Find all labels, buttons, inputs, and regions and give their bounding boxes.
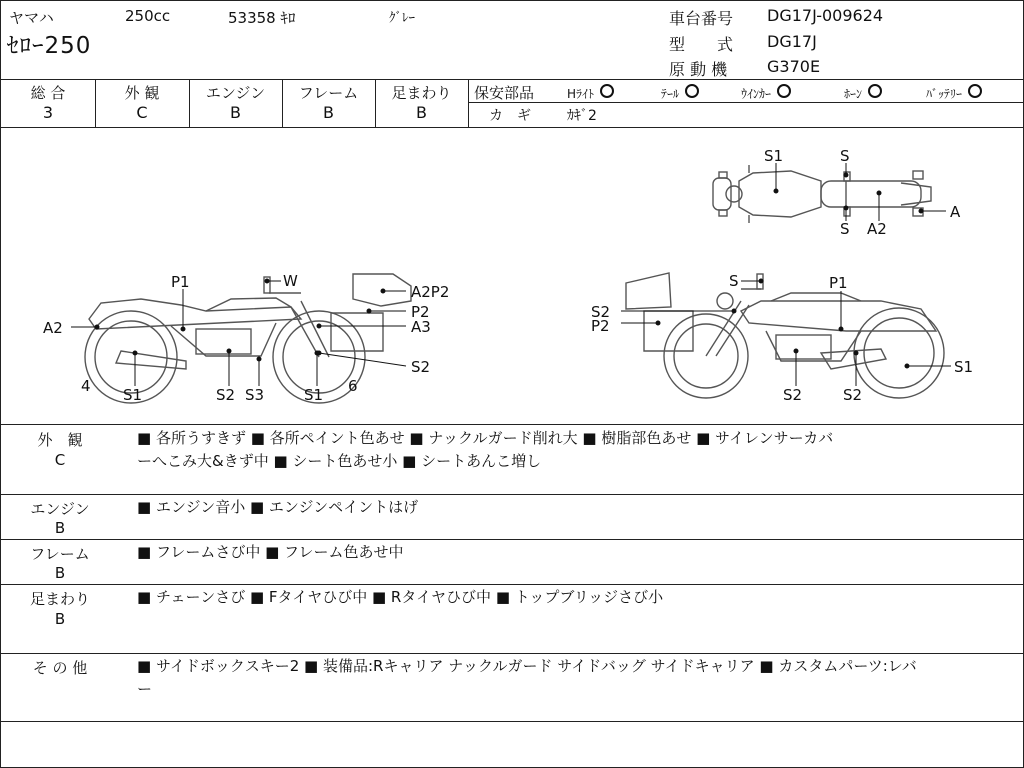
note-line: ■ チェーンさび ■ Fタイヤひび中 ■ Rタイヤひび中 ■ トップブリッジさび小 <box>137 588 664 606</box>
note-line: ■ エンジン音小 ■ エンジンペイントはげ <box>137 498 419 516</box>
right-label-s: S <box>729 272 739 290</box>
note-grade-suspension: B <box>54 610 66 628</box>
right-label-p2: P2 <box>591 317 610 335</box>
safety-label: ｳｲﾝｶｰ <box>741 87 772 101</box>
note-title-suspension: 足まわり <box>29 590 90 608</box>
right-label-s2-bottom: S2 <box>783 386 803 404</box>
left-label-w: W <box>283 272 298 290</box>
right-label-s1: S1 <box>954 358 974 376</box>
top-label-a2: A2 <box>867 220 887 238</box>
left-label-6: 6 <box>348 377 358 395</box>
grade-value-frame: B <box>323 103 334 122</box>
grade-label-engine: エンジン <box>205 84 266 102</box>
divider <box>1 584 1023 585</box>
left-label-s1-bottom: S1 <box>304 386 324 404</box>
divider <box>1 653 1023 654</box>
engine-label: 原 動 機 <box>669 60 728 79</box>
note-line: ■ フレームさび中 ■ フレーム色あせ中 <box>137 543 404 561</box>
damage-diagram <box>1 128 1023 424</box>
type-label: 型 式 <box>669 35 734 54</box>
key-value: ｶｷﾞ2 <box>567 108 597 124</box>
type-value: DG17J <box>767 32 817 51</box>
body-color: ｸﾞﾚｰ <box>389 11 415 26</box>
note-grade-exterior: C <box>54 451 66 469</box>
note-line: ーへこみ大&きず中 ■ シート色あせ小 ■ シートあんこ増し <box>137 452 542 470</box>
frame-no-label: 車台番号 <box>669 9 734 28</box>
top-label-a: A <box>950 203 961 221</box>
safety-title: 保安部品 <box>474 84 535 102</box>
note-line: ■ サイドボックスキー2 ■ 装備品:Rキャリア ナックルガード サイドバッグ サイドキャリア ■ カスタムパーツ:レバ <box>137 657 917 675</box>
note-title-engine: エンジン <box>30 500 90 518</box>
grade-label-frame: フレーム <box>298 84 359 102</box>
bike-left-view <box>85 274 411 403</box>
safety-label: Hﾗｲﾄ <box>567 87 595 101</box>
bike-top-view <box>713 165 931 223</box>
bike-right-view <box>626 273 944 398</box>
safety-label: ﾃｰﾙ <box>661 87 680 101</box>
safety-item-horn <box>844 84 882 102</box>
divider <box>1 79 1023 80</box>
ok-circle-icon <box>868 84 882 98</box>
left-label-a3: A3 <box>411 318 431 336</box>
note-grade-engine: B <box>54 519 66 537</box>
divider <box>1 721 1023 722</box>
left-label-a2: A2 <box>43 319 63 337</box>
top-label-s-upper: S <box>840 147 850 165</box>
ok-circle-icon <box>777 84 791 98</box>
note-line: ■ 各所うすきず ■ 各所ペイント色あせ ■ ナックルガード削れ大 ■ 樹脂部色あせ ■ サイレンサーカバ <box>137 429 834 447</box>
grade-label-exterior: 外 観 <box>124 84 160 102</box>
divider <box>468 102 1023 103</box>
safety-item-headlight <box>567 84 614 102</box>
left-label-s2: S2 <box>411 358 431 376</box>
left-label-s3: S3 <box>245 386 265 404</box>
safety-label: ﾎｰﾝ <box>844 87 863 101</box>
note-title-frame: フレーム <box>30 545 90 563</box>
divider <box>468 79 469 127</box>
left-label-p2: P2 <box>411 303 430 321</box>
grade-value-engine: B <box>230 103 241 122</box>
left-label-s2-bottom: S2 <box>216 386 236 404</box>
left-label-4: 4 <box>81 377 91 395</box>
divider <box>1 424 1023 425</box>
left-label-a2p2: A2P2 <box>411 283 450 301</box>
safety-item-battery <box>926 84 982 102</box>
right-label-p1: P1 <box>829 274 848 292</box>
frame-no: DG17J-009624 <box>767 6 884 25</box>
left-label-p1: P1 <box>171 273 190 291</box>
note-line: ー <box>137 680 153 698</box>
grade-label-suspension: 足まわり <box>391 84 452 102</box>
divider <box>1 539 1023 540</box>
ok-circle-icon <box>685 84 699 98</box>
safety-label: ﾊﾞｯﾃﾘｰ <box>926 87 963 101</box>
grade-value-suspension: B <box>416 103 427 122</box>
left-label-s1: S1 <box>123 386 143 404</box>
top-label-s-lower: S <box>840 220 850 238</box>
right-label-s2-bottom-2: S2 <box>843 386 863 404</box>
grade-value-overall: 3 <box>42 103 54 122</box>
ok-circle-icon <box>968 84 982 98</box>
mileage: 53358 ｷﾛ <box>228 9 296 27</box>
note-grade-frame: B <box>54 564 66 582</box>
displacement: 250cc <box>125 7 171 25</box>
divider <box>1 494 1023 495</box>
maker: ヤマハ <box>9 9 54 27</box>
grade-value-exterior: C <box>136 103 148 122</box>
safety-item-tail <box>661 84 699 102</box>
grade-label-overall: 総 合 <box>30 84 66 102</box>
engine-value: G370E <box>767 57 821 76</box>
top-label-s1: S1 <box>764 147 784 165</box>
note-title-other: そ の 他 <box>32 659 88 677</box>
note-title-exterior: 外 観 <box>37 431 83 449</box>
safety-item-winker <box>741 84 791 102</box>
ok-circle-icon <box>600 84 614 98</box>
model-name: ｾﾛｰ250 <box>7 33 92 59</box>
right-label-s2: S2 <box>591 303 611 321</box>
key-label: カ ギ <box>489 108 531 124</box>
